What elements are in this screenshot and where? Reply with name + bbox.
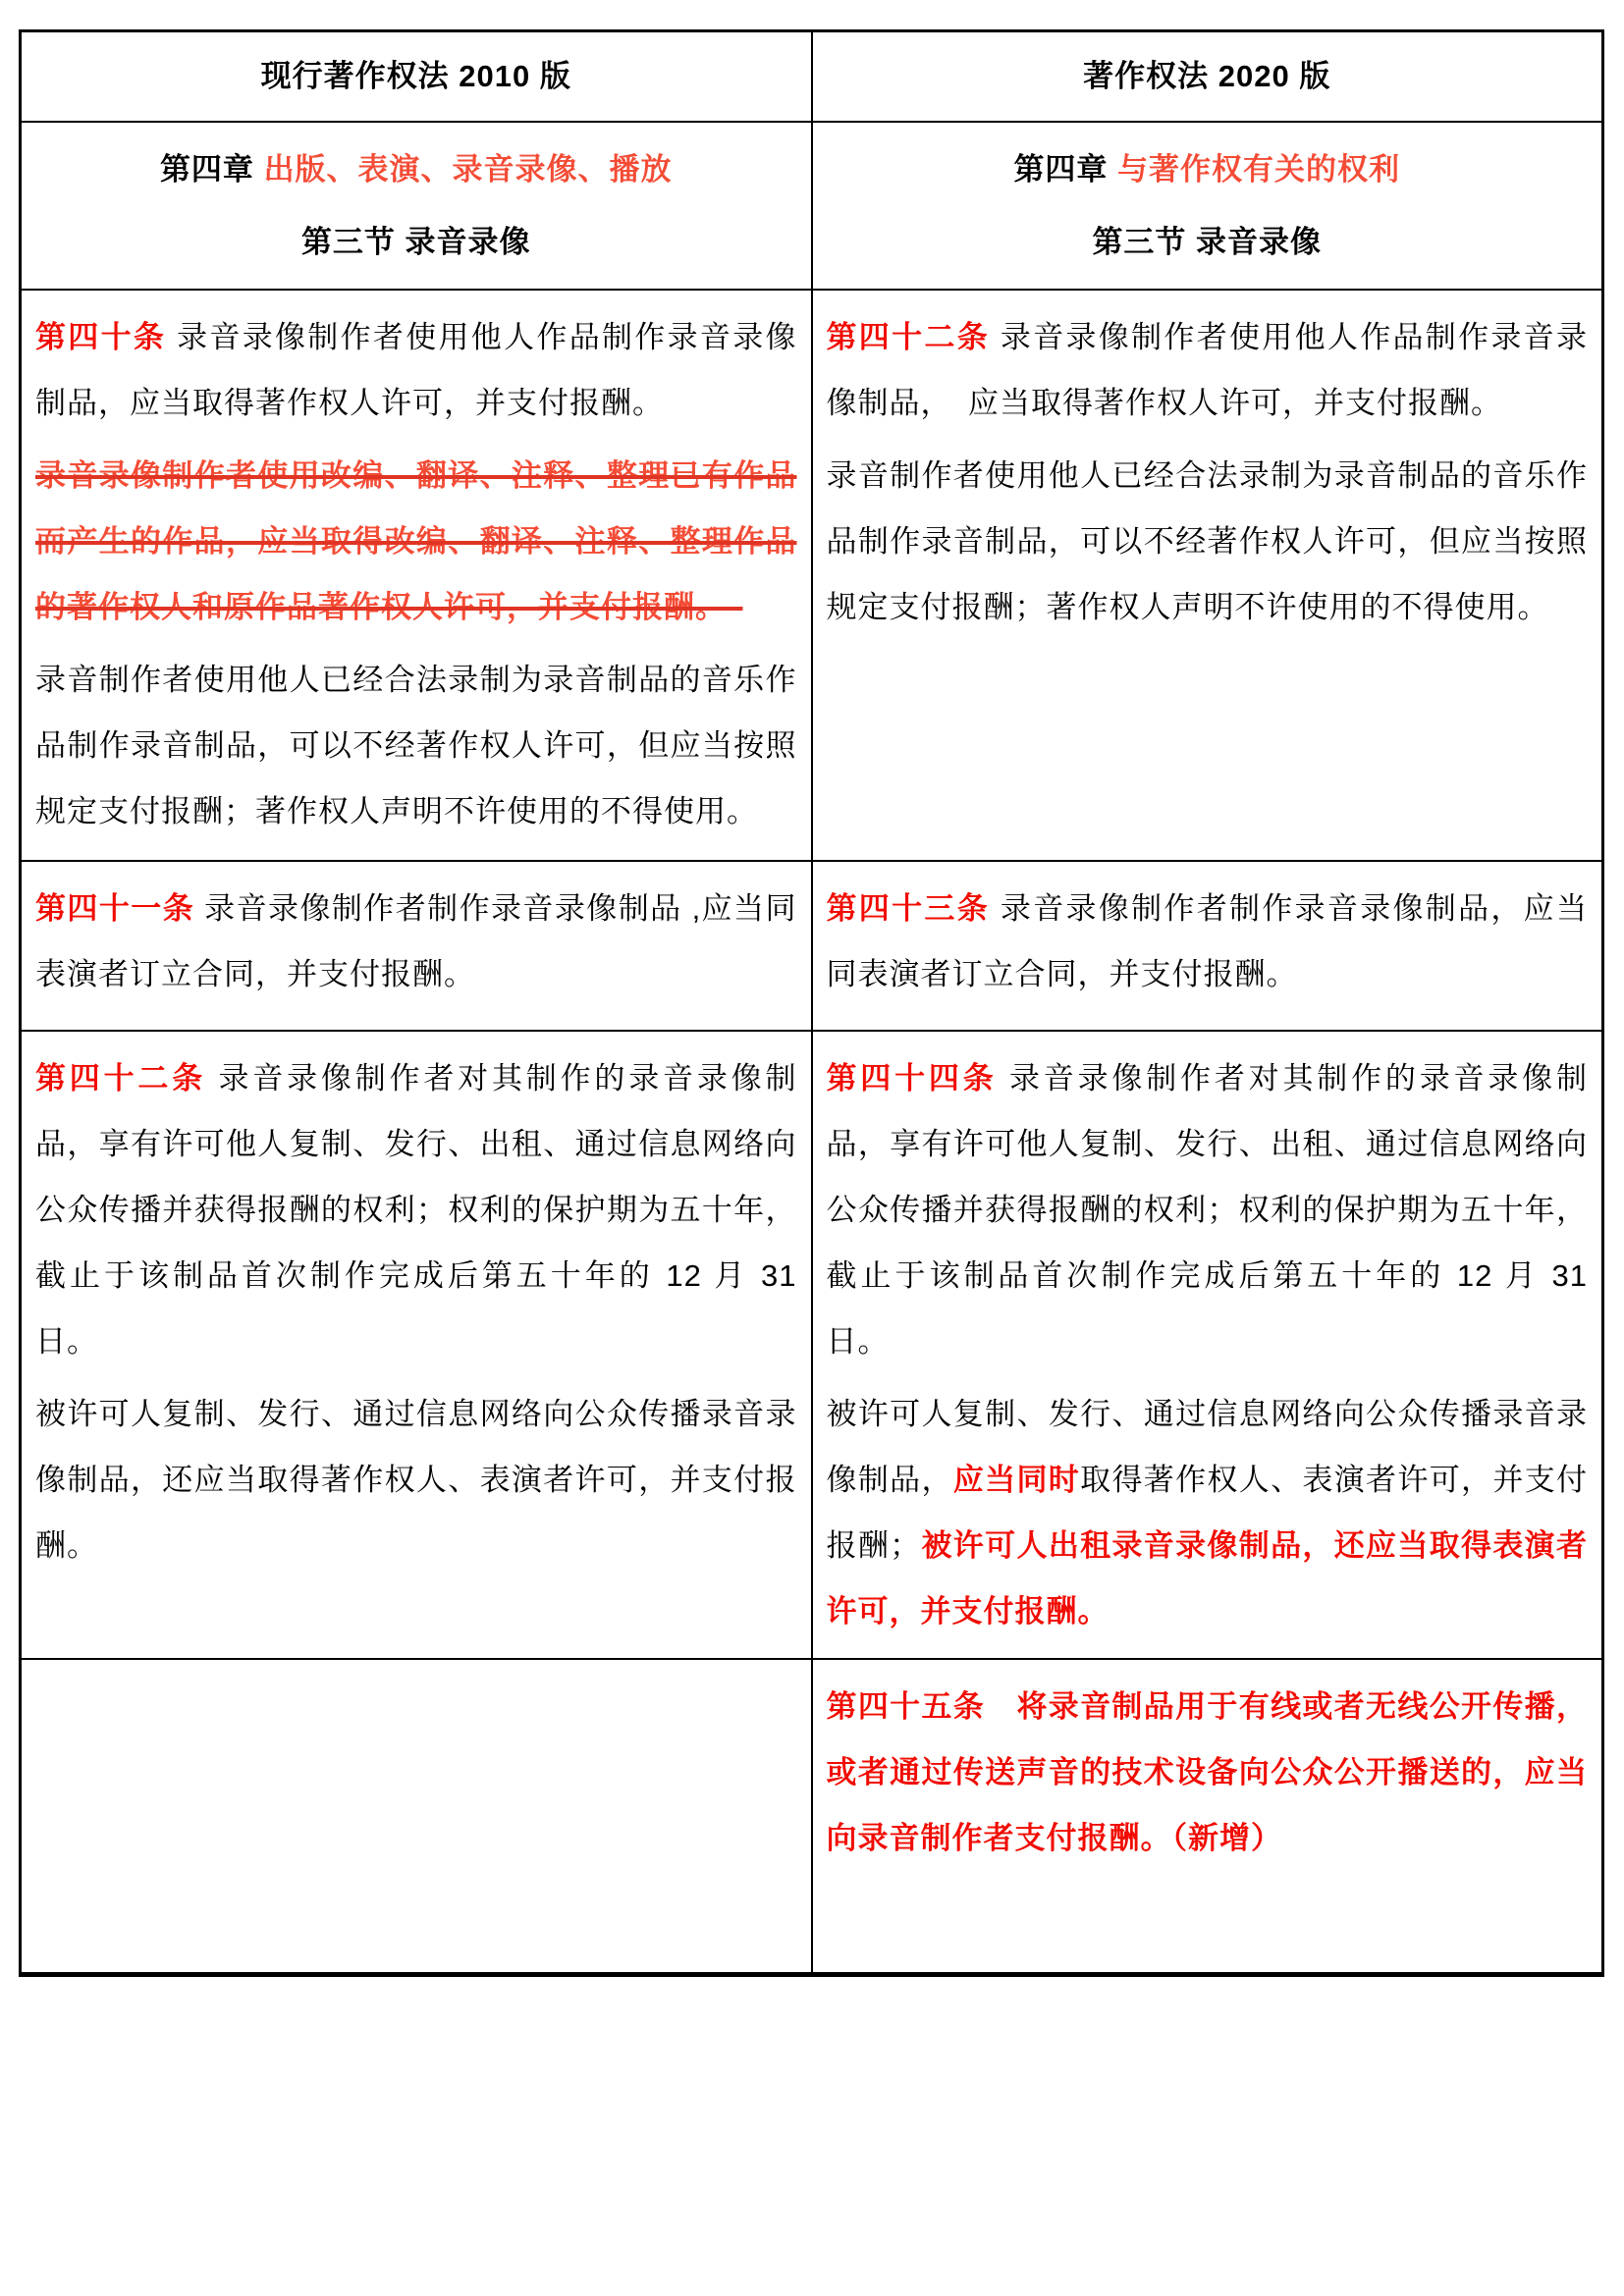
paragraph <box>827 1045 1589 1374</box>
article-41-vs-43-row-left-cell <box>21 861 812 1031</box>
text-run: 录音录像制作者对其制作的录音录像制品，享有许可他人复制、发行、出租、通过信息网络向公众传播并获得报酬的权利；权利的保护期为五十年，截止于该制品首次制作完成后第五十年的 12 月 31 日。 <box>35 1060 797 1359</box>
header-cell-law-2010: 现行著作权法 2010 版 <box>21 31 812 122</box>
text-run: 录音录像制作者使用他人作品制作录音录像制品， 应当取得著作权人许可，并支付报酬。 <box>826 319 1588 420</box>
paragraph <box>827 304 1589 436</box>
paragraph <box>827 443 1589 640</box>
table-body <box>21 122 1603 1975</box>
chapter-section-row <box>21 122 1603 290</box>
article-45-new-row-right-cell <box>812 1659 1603 1975</box>
paragraph <box>35 136 797 202</box>
text-run: 第四十五条 将录音制品用于有线或者无线公开传播，或者通过传送声音的技术设备向公众公开播送的，应当向录音制作者支付报酬。（新增） <box>826 1688 1588 1855</box>
chapter-section-row-right-cell <box>812 122 1603 290</box>
text-run: 录音录像制作者使用他人作品制作录音录像制品，应当取得著作权人许可，并支付报酬。 <box>35 319 797 420</box>
text-run: 录音录像制作者对其制作的录音录像制品，享有许可他人复制、发行、出租、通过信息网络向公众传播并获得报酬的权利；权利的保护期为五十年，截止于该制品首次制作完成后第五十年的 12 月 31 日。 <box>826 1060 1588 1359</box>
article-41-vs-43-row <box>21 861 1603 1031</box>
text-run: 第三节 录音录像 <box>300 224 531 259</box>
text-run: 第四十条 <box>35 319 178 354</box>
text-run: 第三节 录音录像 <box>1092 224 1323 259</box>
article-45-new-row <box>21 1659 1603 1975</box>
copyright-law-comparison-table <box>19 29 1604 1977</box>
text-run: 录音录像制作者制作录音录像制品，应当同表演者订立合同，并支付报酬。 <box>826 890 1588 991</box>
article-40-vs-42-row-right-cell <box>812 290 1603 861</box>
text-run: 第四十一条 <box>35 890 205 926</box>
paragraph <box>35 304 797 436</box>
paragraph <box>35 1381 797 1578</box>
table-header <box>21 31 1603 122</box>
text-run: 第四十四条 <box>826 1060 1009 1095</box>
text-run: 被许可人复制、发行、通过信息网络向公众传播录音录像制品， <box>826 1396 1588 1497</box>
text-run: 出版、表演、录音录像、播放 <box>263 151 673 187</box>
paragraph <box>827 1381 1589 1644</box>
paragraph <box>827 876 1589 1007</box>
paragraph <box>827 209 1589 275</box>
paragraph <box>827 1674 1589 1871</box>
paragraph <box>35 209 797 275</box>
text-run: 取得著作权人、表演者许可，并支付报酬； <box>826 1462 1589 1563</box>
text-run: 第四十三条 <box>826 890 1001 926</box>
paragraph <box>35 876 797 1007</box>
paragraph <box>827 136 1589 202</box>
text-run: 与著作权有关的权利 <box>1117 151 1401 187</box>
text-run: 应当同时 <box>952 1462 1081 1497</box>
text-run: 被许可人复制、发行、通过信息网络向公众传播录音录像制品，还应当取得著作权人、表演者许可，并支付报酬。 <box>35 1396 797 1563</box>
article-40-vs-42-row-left-cell <box>21 290 812 861</box>
text-run: 录音录像制作者使用改编、翻译、注释、整理已有作品而产生的作品，应当取得改编、翻译、注释、整理作品的著作权人和原作品著作权人许可，并支付报酬。 <box>35 457 797 624</box>
paragraph <box>35 1045 797 1374</box>
text-run: 第四十二条 <box>826 319 1001 354</box>
text-run: 第四章 <box>1013 151 1118 187</box>
text-run: 第四章 <box>159 151 264 187</box>
text-run: 被许可人出租录音录像制品，还应当取得表演者许可，并支付报酬。 <box>826 1527 1589 1629</box>
text-run: 第四十二条 <box>35 1060 219 1095</box>
chapter-section-row-left-cell <box>21 122 812 290</box>
paragraph <box>35 647 797 844</box>
paragraph <box>35 443 797 640</box>
article-42-vs-44-row <box>21 1031 1603 1659</box>
text-run: 录音制作者使用他人已经合法录制为录音制品的音乐作品制作录音制品，可以不经著作权人许可，但应当按照规定支付报酬；著作权人声明不许使用的不得使用。 <box>826 457 1588 624</box>
header-row <box>21 31 1603 122</box>
header-cell-law-2020: 著作权法 2020 版 <box>812 31 1603 122</box>
article-42-vs-44-row-right-cell <box>812 1031 1603 1659</box>
text-run: 录音制作者使用他人已经合法录制为录音制品的音乐作品制作录音制品，可以不经著作权人许可，但应当按照规定支付报酬；著作权人声明不许使用的不得使用。 <box>35 662 797 828</box>
text-run: 录音录像制作者制作录音录像制品 ,应当同表演者订立合同，并支付报酬。 <box>35 890 797 991</box>
article-41-vs-43-row-right-cell <box>812 861 1603 1031</box>
article-40-vs-42-row <box>21 290 1603 861</box>
article-42-vs-44-row-left-cell <box>21 1031 812 1659</box>
article-45-new-row-left-cell <box>21 1659 812 1975</box>
